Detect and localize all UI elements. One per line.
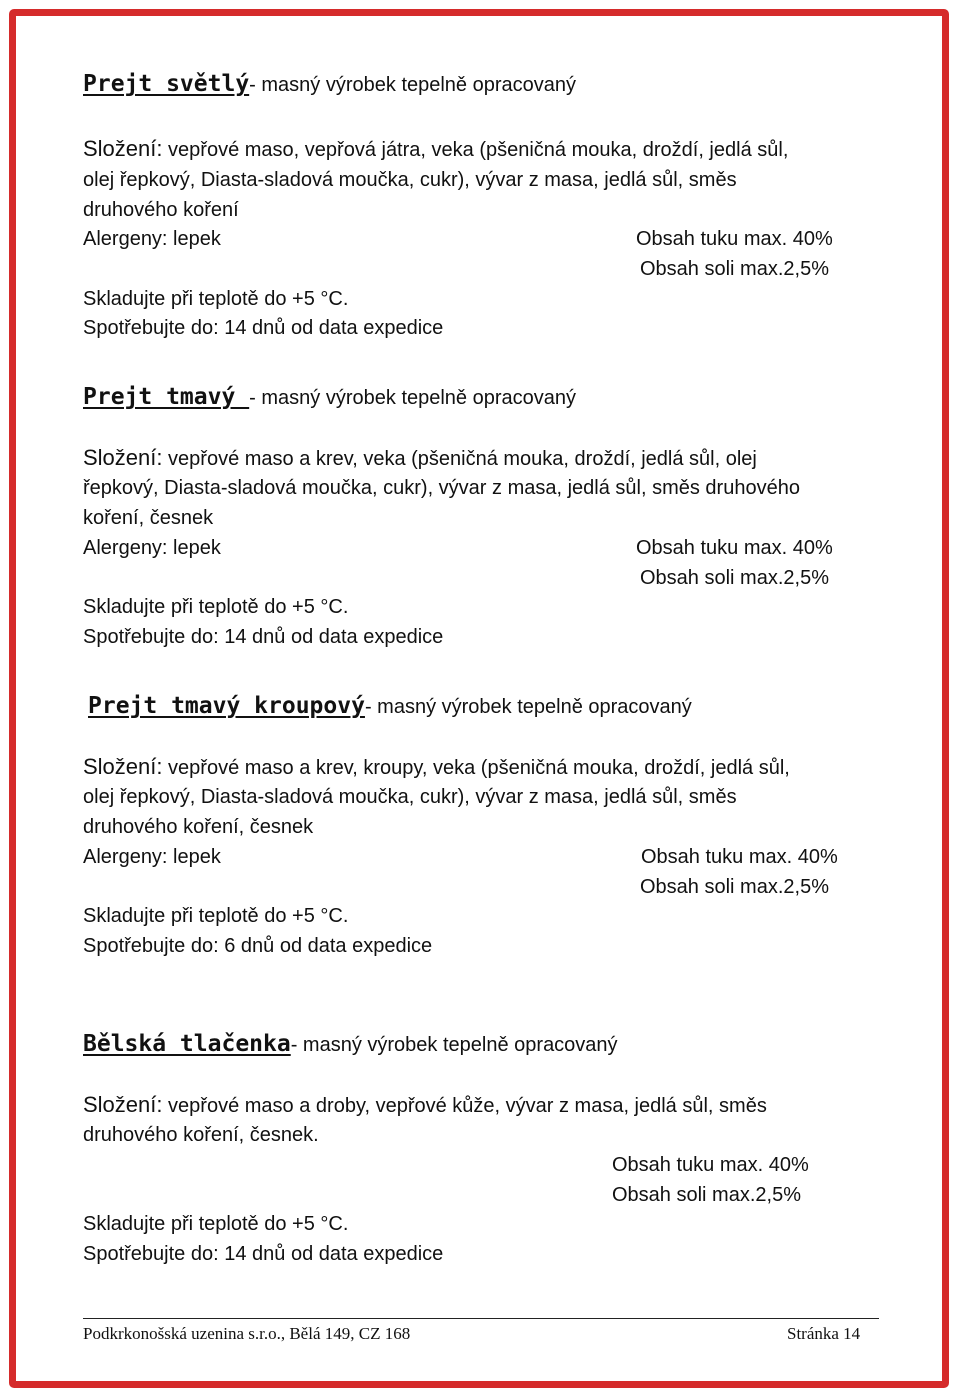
- product-heading: [83, 70, 576, 99]
- composition-label: Složení:: [83, 754, 163, 779]
- composition-line: koření, česnek: [83, 507, 214, 529]
- allergens: Alergeny: lepek: [83, 537, 221, 559]
- storage-instruction: Skladujte při teplotě do +5 °C.: [83, 905, 349, 927]
- product-name: Bělská tlačenka: [83, 1031, 291, 1057]
- fat-content: Obsah tuku max. 40%: [636, 537, 833, 559]
- product-name: Prejt tmavý kroupový: [88, 693, 365, 719]
- composition-text: vepřové maso a droby, vepřové kůže, vývar z masa, jedlá sůl, směs: [162, 1095, 767, 1117]
- fat-content: Obsah tuku max. 40%: [636, 228, 833, 250]
- product-name: Prejt tmavý: [83, 384, 250, 410]
- salt-content: Obsah soli max.2,5%: [640, 876, 829, 898]
- composition-line: druhového koření, česnek: [83, 816, 314, 838]
- footer-page-number: Stránka 14: [787, 1324, 861, 1343]
- fat-content: Obsah tuku max. 40%: [612, 1154, 809, 1176]
- product-description: - masný výrobek tepelně opracovaný: [249, 387, 577, 409]
- fat-content: Obsah tuku max. 40%: [641, 846, 838, 868]
- composition-line: olej řepkový, Diasta-sladová moučka, cukr), vývar z masa, jedlá sůl, směs: [83, 786, 737, 808]
- composition-text: vepřové maso, vepřová játra, veka (pšeničná mouka, droždí, jedlá sůl,: [162, 139, 789, 161]
- allergens: Alergeny: lepek: [83, 846, 221, 868]
- product-description: - masný výrobek tepelně opracovaný: [249, 74, 577, 96]
- product-description: - masný výrobek tepelně opracovaný: [364, 696, 692, 718]
- footer-company: Podkrkonošská uzenina s.r.o., Bělá 149, CZ 168: [83, 1324, 411, 1343]
- composition-label: Složení:: [83, 136, 163, 161]
- composition-line: olej řepkový, Diasta-sladová moučka, cukr), vývar z masa, jedlá sůl, směs: [83, 169, 737, 191]
- composition-line: druhového koření, česnek.: [83, 1124, 319, 1146]
- use-by: Spotřebujte do: 14 dnů od data expedice: [83, 626, 444, 648]
- product-name: Prejt světlý: [83, 71, 250, 97]
- allergens: Alergeny: lepek: [83, 228, 221, 250]
- composition-label: Složení:: [83, 445, 163, 470]
- product-heading: [83, 1030, 618, 1059]
- storage-instruction: Skladujte při teplotě do +5 °C.: [83, 1213, 349, 1235]
- composition-line: [83, 443, 757, 474]
- product-heading: [83, 383, 576, 412]
- composition-text: vepřové maso a krev, veka (pšeničná mouka, droždí, jedlá sůl, olej: [162, 448, 757, 470]
- storage-instruction: Skladujte při teplotě do +5 °C.: [83, 288, 349, 310]
- composition-line: [83, 1090, 767, 1121]
- salt-content: Obsah soli max.2,5%: [612, 1184, 801, 1206]
- product-description: - masný výrobek tepelně opracovaný: [290, 1034, 618, 1056]
- salt-content: Obsah soli max.2,5%: [640, 258, 829, 280]
- salt-content: Obsah soli max.2,5%: [640, 567, 829, 589]
- composition-label: Složení:: [83, 1092, 163, 1117]
- footer-divider: [83, 1318, 879, 1319]
- composition-line: druhového koření: [83, 199, 239, 221]
- composition-text: vepřové maso a krev, kroupy, veka (pšeničná mouka, droždí, jedlá sůl,: [162, 757, 790, 779]
- composition-line: řepkový, Diasta-sladová moučka, cukr), vývar z masa, jedlá sůl, směs druhového: [83, 477, 800, 499]
- composition-line: [83, 752, 790, 783]
- product-heading: [88, 692, 692, 721]
- use-by: Spotřebujte do: 14 dnů od data expedice: [83, 1243, 444, 1265]
- storage-instruction: Skladujte při teplotě do +5 °C.: [83, 596, 349, 618]
- composition-line: [83, 134, 788, 165]
- use-by: Spotřebujte do: 14 dnů od data expedice: [83, 317, 444, 339]
- use-by: Spotřebujte do: 6 dnů od data expedice: [83, 935, 433, 957]
